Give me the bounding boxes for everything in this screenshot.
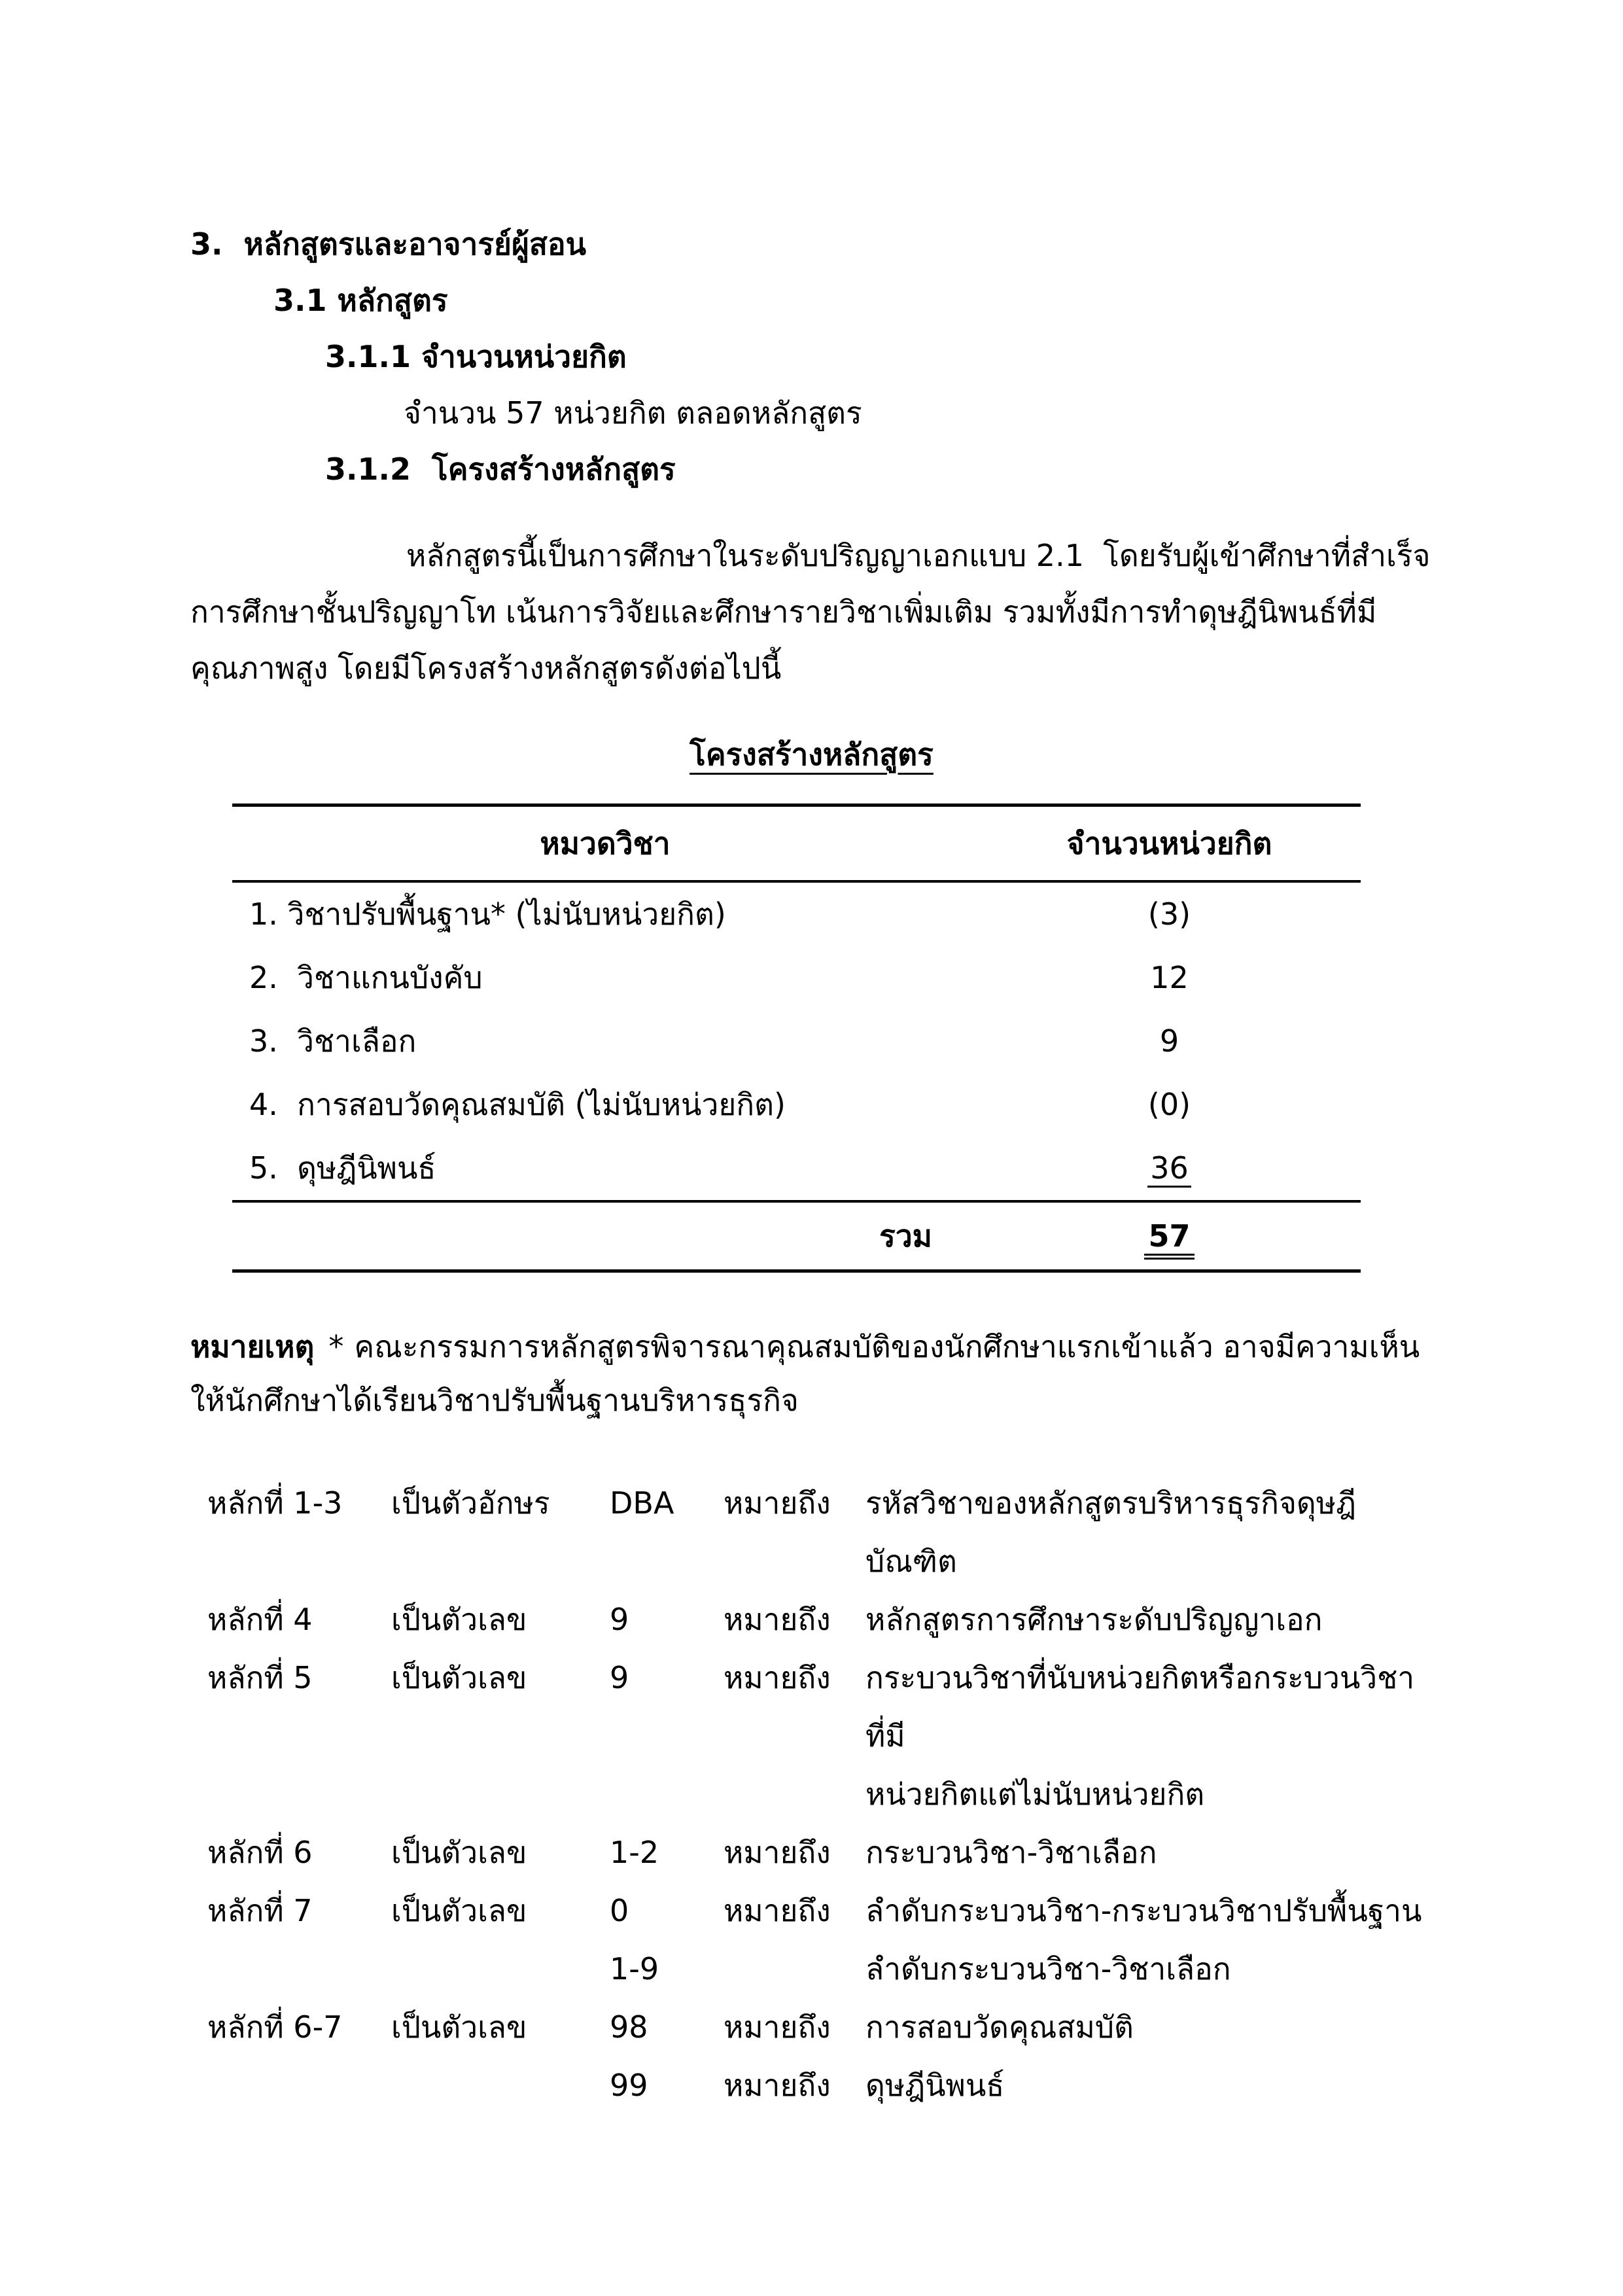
legend-description: กระบวนวิชา-วิชาเลือก: [865, 1835, 1157, 1870]
footnote-text: คณะกรรมการหลักสูตรพิจารณาคุณสมบัติของนักศึกษาแรกเข้าแล้ว อาจมีความเห็นให้นักศึกษาได้เรียนวิชาปรับพื้นฐานบริหารธุรกิจ: [190, 1329, 1420, 1418]
legend-digit-position: [190, 2057, 391, 2115]
legend-description: รหัสวิชาของหลักสูตรบริหารธุรกิจดุษฎีบัณฑิต: [865, 1485, 1356, 1579]
legend-code: 1-9: [610, 1951, 659, 1987]
legend-code: 98: [610, 2009, 648, 2045]
legend-code: 0: [610, 1893, 629, 1928]
section-heading: 3. หลักสูตรและอาจารย์ผู้สอน: [190, 226, 587, 262]
legend-means: หมายถึง: [724, 2068, 831, 2103]
row-credits: [978, 1137, 1361, 1200]
legend-means: หมายถึง: [724, 1835, 831, 1870]
legend-digit-position: หลักที่ 6: [207, 1835, 313, 1870]
legend-row: [190, 1882, 1433, 1940]
row-credits: (0): [1147, 1087, 1191, 1122]
row-label: 1. วิชาปรับพื้นฐาน* (ไม่นับหน่วยกิต): [249, 896, 726, 932]
table-row: [232, 1010, 1361, 1073]
row-label: 5. ดุษฎีนิพนธ์: [249, 1150, 436, 1186]
legend-description: การสอบวัดคุณสมบัติ: [865, 2009, 1134, 2045]
legend-digit-position: หลักที่ 5: [207, 1660, 313, 1695]
legend-digit-type: [391, 2057, 610, 2115]
legend-digit-type: เป็นตัวเลข: [391, 1893, 527, 1928]
footnote-label: หมายเหตุ: [190, 1329, 315, 1364]
underlined-credits-value: 36: [1147, 1150, 1191, 1188]
row-label: 3. วิชาเลือก: [249, 1023, 417, 1059]
legend-digit-type: เป็นตัวเลข: [391, 2009, 527, 2045]
legend-description: หลักสูตรการศึกษาระดับปริญญาเอก: [865, 1602, 1323, 1637]
row-label: 4. การสอบวัดคุณสมบัติ (ไม่นับหน่วยกิต): [249, 1087, 786, 1122]
structure-table-title: โครงสร้างหลักสูตร: [689, 737, 934, 772]
subsection-heading-3-1: 3.1 หลักสูตร: [273, 283, 448, 318]
legend-code: 1-2: [610, 1835, 659, 1870]
legend-row-continuation: [190, 2057, 1433, 2115]
legend-row-continuation: [190, 1765, 1433, 1824]
legend-code: 99: [610, 2068, 648, 2103]
table-row: [232, 883, 1361, 946]
table-rule-bottom: [232, 1269, 1361, 1273]
legend-row: [190, 1998, 1433, 2057]
legend-row-continuation: [190, 1940, 1433, 1998]
legend-row: [190, 1591, 1433, 1649]
legend-digit-position: หลักที่ 6-7: [207, 2009, 343, 2045]
subsection-heading-3-1-2: 3.1.2 โครงสร้างหลักสูตร: [325, 451, 676, 487]
legend-digit-type: เป็นตัวอักษร: [391, 1485, 550, 1521]
legend-digit-type: [391, 1765, 610, 1824]
legend-digit-position: หลักที่ 4: [207, 1602, 313, 1637]
legend-means: [724, 1940, 865, 1998]
course-code-digit-legend: [190, 1474, 1433, 2115]
legend-means: หมายถึง: [724, 2009, 831, 2045]
legend-description: ลำดับกระบวนวิชา-กระบวนวิชาปรับพื้นฐาน: [865, 1893, 1422, 1928]
legend-digit-type: เป็นตัวเลข: [391, 1835, 527, 1870]
legend-means: หมายถึง: [724, 1893, 831, 1928]
legend-means: หมายถึง: [724, 1660, 831, 1695]
legend-code: [610, 1765, 724, 1824]
legend-row: [190, 1824, 1433, 1882]
legend-digit-position: หลักที่ 1-3: [207, 1485, 343, 1521]
legend-means: [724, 1765, 865, 1824]
table-row: [232, 1137, 1361, 1200]
column-header-category: หมวดวิชา: [540, 826, 671, 861]
table-header-row: [232, 807, 1361, 880]
row-label: 2. วิชาแกนบังคับ: [249, 960, 483, 995]
total-credits: [978, 1203, 1361, 1269]
legend-code: 9: [610, 1660, 629, 1695]
total-label: รวม: [879, 1218, 932, 1254]
column-header-credits: จำนวนหน่วยกิต: [1066, 826, 1272, 861]
double-underlined-total-value: 57: [1144, 1218, 1194, 1260]
legend-means: หมายถึง: [724, 1602, 831, 1637]
row-credits: 12: [1150, 960, 1189, 995]
legend-row: [190, 1474, 1433, 1591]
legend-digit-position: [190, 1940, 391, 1998]
legend-digit-position: [190, 1765, 391, 1824]
legend-digit-type: เป็นตัวเลข: [391, 1660, 527, 1695]
legend-description: ลำดับกระบวนวิชา-วิชาเลือก: [865, 1951, 1231, 1987]
structure-table-title-wrap: [190, 726, 1433, 783]
legend-description: ดุษฎีนิพนธ์: [865, 2068, 1005, 2103]
row-credits: (3): [1147, 896, 1191, 932]
legend-means: หมายถึง: [724, 1485, 831, 1521]
curriculum-structure-table: [232, 804, 1361, 1273]
table-row: [232, 946, 1361, 1010]
table-total-row: [232, 1203, 1361, 1269]
footnote-asterisk: *: [328, 1329, 344, 1364]
total-credits-line: จำนวน 57 หน่วยกิต ตลอดหลักสูตร: [404, 395, 862, 431]
legend-code: DBA: [610, 1485, 674, 1521]
legend-description: หน่วยกิตแต่ไม่นับหน่วยกิต: [865, 1776, 1205, 1812]
intro-paragraph: หลักสูตรนี้เป็นการศึกษาในระดับปริญญาเอกแบบ 2.1 โดยรับผู้เข้าศึกษาที่สำเร็จการศึกษาชั้นปริญญาโท เน้นการวิจัยและศึกษารายวิชาเพิ่มเติม รวมทั้งมีการทำดุษฎีนิพนธ์ที่มีคุณภาพสูง โดยมีโครงสร้างหลักสูตรดังต่อไปนี้: [190, 538, 1431, 686]
legend-description: กระบวนวิชาที่นับหน่วยกิตหรือกระบวนวิชาที่มี: [865, 1660, 1415, 1754]
legend-digit-type: [391, 1940, 610, 1998]
row-credits: 9: [1159, 1023, 1179, 1059]
legend-digit-type: เป็นตัวเลข: [391, 1602, 527, 1637]
legend-row: [190, 1649, 1433, 1765]
legend-digit-position: หลักที่ 7: [207, 1893, 313, 1928]
subsection-heading-3-1-1: 3.1.1 จำนวนหน่วยกิต: [325, 339, 627, 374]
table-row: [232, 1073, 1361, 1137]
legend-code: 9: [610, 1602, 629, 1637]
footnote: [190, 1320, 1433, 1427]
